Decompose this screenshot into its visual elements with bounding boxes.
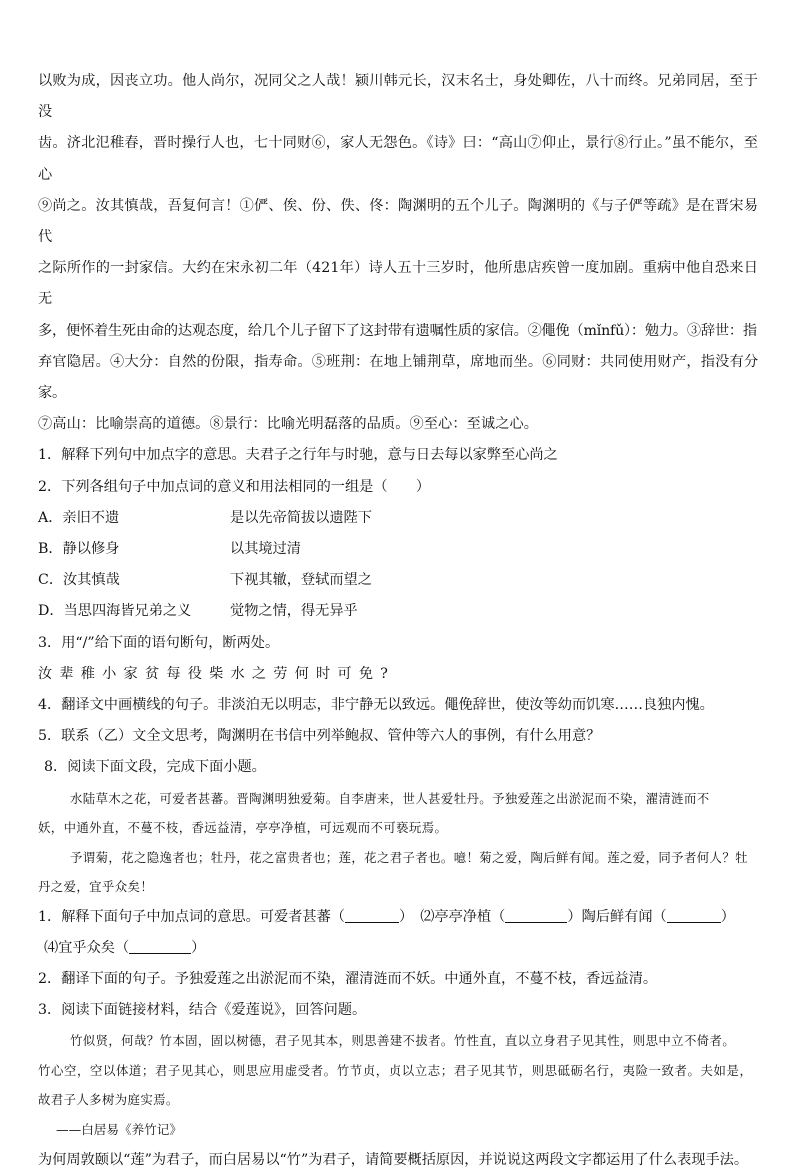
section-8 [38,752,758,1176]
q1-text: ⑷宜乎众矣（ [44,939,130,956]
ailian-para-2-cont: 丹之爱，宜乎众矣！ [38,879,154,895]
section-8-heading: 8．阅读下面文段，完成下面小题。 [44,759,266,776]
ailian-para-2: 予谓菊，花之隐逸者也；牡丹，花之富贵者也；莲，花之君子者也。噫！菊之爱，陶后鲜有闻。莲之爱，同予者何人？牡 [70,849,748,865]
answer-blank[interactable] [667,908,721,923]
link-material-line: 故君子人多树为庭实焉。 [38,1092,179,1108]
passage-line: ⑨尚之。汝其慎哉，吾复何言！①俨、俟、份、佚、佟：陶渊明的五个儿子。陶渊明的《与子俨等疏》是在晋宋易代 [38,197,758,246]
option-right: 下视其辙，登轼而望之 [230,572,372,589]
option-a [38,503,758,534]
q1-text: 1．解释下面句子中加点词的意思。可爱者甚蕃（ [38,908,345,925]
option-c [38,565,758,596]
section-8-question-3: 3．阅读下面链接材料，结合《爱莲说》，回答问题。 [38,1002,367,1019]
passage-block [38,66,758,440]
q1-text: ）陶后鲜有闻（ [567,908,667,925]
q1-text: ） ⑵亭亭净植（ [398,908,506,925]
question-3-text: 汝辈稚小家贫每役柴水之劳何时可免? [38,665,396,682]
section-8-question-1-cont [38,933,758,964]
question-1: 1．解释下列句中加点字的意思。夫君子之行年与时驰，意与日去每以家弊至心尚之 [38,447,558,464]
answer-blank[interactable] [129,939,191,954]
final-question: 为何周敦颐以“莲”为君子，而白居易以“竹”为君子，请简要概括原因，并说说这两段文字都运用了什么表现手法。 [38,1151,749,1168]
link-source: ——白居易《养竹记》 [56,1121,182,1137]
option-left: D．当思四海皆兄弟之义 [38,603,192,620]
passage-line: 弃官隐居。④大分：自然的份限，指寿命。⑤班荆：在地上铺荆草，席地而坐。⑥同财：共同使用财产，指没有分家。 [38,353,758,402]
passage-line: 多，便怀着生死由命的达观态度，给几个儿子留下了这封带有遗嘱性质的家信。②僶俛（mǐnfǔ）：勉力。③辞世：指 [38,322,757,339]
q1-text: ） [191,939,206,956]
section-8-question-1 [38,902,758,933]
passage-line: 齿。济北氾稚春，晋时操行人也，七十同财⑥，家人无怨色。《诗》曰：“高山⑦仰止，景行⑧行止。”虽不能尔，至心 [38,135,758,183]
passage-line: 以败为成，因丧立功。他人尚尔，况同父之人哉！颍川韩元长，汉末名士，身处卿佐，八十而终。兄弟同居，至于没 [38,73,758,121]
q1-text: ） [720,908,735,925]
question-5: 5．联系（乙）文全文思考，陶渊明在书信中列举鲍叔、管仲等六人的事例，有什么用意？ [38,728,601,745]
ailian-para-1-cont: 妖，中通外直，不蔓不枝，香远益清，亭亭净植，可远观而不可亵玩焉。 [38,820,448,836]
passage-line: ⑦高山：比喻崇高的道德。⑧景行：比喻光明磊落的品质。⑨至心：至诚之心。 [38,416,539,433]
option-right: 是以先帝简拔以遗陛下 [230,509,372,526]
answer-blank[interactable] [505,908,567,923]
option-d [38,596,758,627]
section-8-question-2: 2．翻译下面的句子。予独爱莲之出淤泥而不染，濯清涟而不妖。中通外直，不蔓不枝，香远益清。 [38,971,658,988]
option-left: B．静以修身 [38,541,120,558]
option-left: C．汝其慎哉 [38,572,120,589]
question-4: 4．翻译文中画横线的句子。非淡泊无以明志，非宁静无以致远。僶俛辞世，使汝等幼而饥寒……良独内愧。 [38,697,714,714]
question-2: 2．下列各组句子中加点词的意义和用法相同的一组是（ ） [38,478,431,495]
passage-line: 之际所作的一封家信。大约在宋永初二年（421年）诗人五十三岁时，他所患店疾曾一度加剧。重病中他自恐来日无 [38,260,758,308]
option-right: 觉物之情，得无异乎 [230,603,358,620]
questions-a [38,440,758,752]
link-material-line: 竹似贤，何哉？竹本固，固以树德，君子见其本，则思善建不拔者。竹性直，直以立身君子见其性，则思中立不倚者。 [70,1033,736,1049]
option-left: A．亲旧不遗 [38,509,120,526]
option-b [38,534,758,565]
link-material-line: 竹心空，空以体道；君子见其心，则思应用虚受者。竹节贞，贞以立志；君子见其节，则思砥砺名行，夷险一致者。夫如是， [38,1062,753,1078]
ailian-para-1: 水陆草木之花，可爱者甚蕃。晋陶渊明独爱菊。自李唐来，世人甚爱牡丹。予独爱莲之出淤泥而不染，濯清涟而不 [70,790,710,806]
question-3: 3．用“/”给下面的语句断句，断两处。 [38,634,280,651]
option-right: 以其境过清 [230,541,301,558]
answer-blank[interactable] [345,908,399,923]
